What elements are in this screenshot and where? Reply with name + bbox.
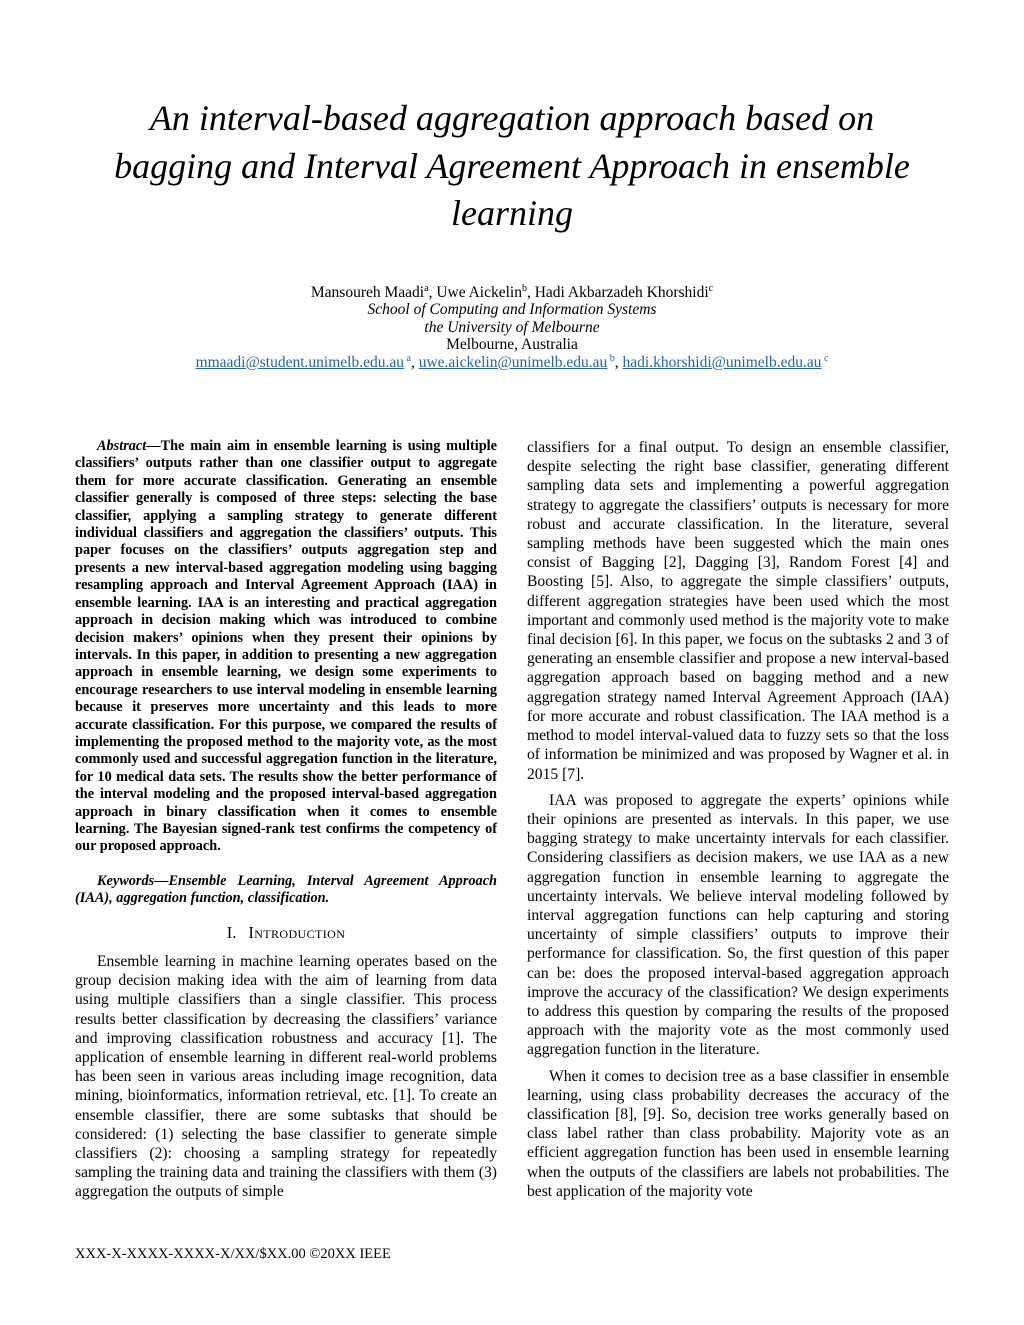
author-names-line: Mansoureh Maadi$^a$, Uwe Aickelin$^b$, Hadi Akbarzadeh Khorshidi$^c$ <box>310 282 714 301</box>
keywords-paragraph <box>75 873 497 908</box>
intro-paragraph-3: When it comes to decision tree as a base classifier in ensemble learning, using class probability decreases the accuracy of the classification [8], [9]. So, decision tree works generally based on class label rather than class probability. Majority vote as an efficient aggregation function has been used in ensemble learning when the outputs of the classifiers are labels not probabilities. The best application of the majority vote <box>527 1067 949 1200</box>
left-column <box>75 438 497 1202</box>
right-column <box>527 438 949 1202</box>
intro-paragraph-2: IAA was proposed to aggregate the experts’ opinions while their opinions are presented as intervals. In this paper, we use bagging strategy to make uncertainty intervals for each classifier. Considering classifiers as decision makers, we use IAA as a new aggregation function in ensemble learning to aggregate the uncertainty intervals. We believe interval modeling followed by interval aggregation functions can help capturing and storing uncertainty of simple classifiers’ outputs to improve their performance for classification. So, the first question of this paper can be: does the proposed interval-based aggregation approach improve the accuracy of the classification? We design experiments to address this question by comparing the results of the proposed approach with the majority vote as the most commonly used aggregation function in the literature. <box>527 791 949 1059</box>
email-link[interactable]: mmaadi@student.unimelb.edu.au <box>195 353 404 371</box>
email-link[interactable]: hadi.khorshidi@unimelb.edu.au <box>622 353 822 371</box>
email-affiliation-mark: a <box>403 352 411 364</box>
section-heading-introduction <box>75 923 497 943</box>
paper-title: An interval-based aggregation approach based on bagging and Interval Agreement Approach in ensemble learning <box>114 98 910 234</box>
intro-paragraph-1-continuation: classifiers for a final output. To design an ensemble classifier, despite selecting the right base classifier, generating different sampling data sets and implementing a powerful aggregation strategy to aggregate the classifiers’ outputs is necessary for more robust and accurate classification. In the literature, several sampling methods have been suggested which the main ones consist of Bagging [2], Dagging [3], Random Forest [4] and Boosting [5]. Also, to aggregate the simple classifiers’ outputs, different aggregation strategies have been used which the most important and commonly used method is the majority vote to make final decision [6]. In this paper, we focus on the subtasks 2 and 3 of generating an ensemble classifier and propose a new interval-based aggregation approach based on bagging method and a new aggregation strategy named Interval Agreement Approach (IAA) for more accurate and robust classification. The IAA method is a method to model interval-valued data to fuzzy sets so that the loss of information be minimized and was proposed by Wagner et al. in 2015 [7]. <box>527 439 949 783</box>
section-number: I. <box>226 922 237 942</box>
author-affiliation-mark: b <box>521 282 527 294</box>
affiliation-city: Melbourne, Australia <box>446 336 578 354</box>
authors-block <box>0 284 1024 372</box>
section-title: Introduction <box>248 922 346 942</box>
abstract-text: —The main aim in ensemble learning is using multiple classifiers’ outputs rather than one classifier output to aggregate them for more accurate classification. Generating an ensemble classifier generally is composed of three steps: selecting the base classifier, applying a sampling strategy to generate different individual classifiers and aggregation the classifiers’ outputs. This paper focuses on the classifiers’ outputs aggregation step and presents a new interval-based aggregation modeling using bagging resampling approach and Interval Agreement Approach (IAA) in ensemble learning. IAA is an interesting and practical aggregation approach in decision making which was introduced to combine decision makers’ opinions when they present their opinions by intervals. In this paper, in addition to presenting a new aggregation approach in ensemble learning, we design some experiments to encourage researchers to use interval modeling in ensemble learning because it preserves more uncertainty and this leads to more accurate classification. For this purpose, we compared the results of implementing the proposed method to the majority vote, as the most commonly used and successful aggregation function in the literature, for 10 medical data sets. The results show the better performance of the interval modeling and the proposed interval-based aggregation approach in binary classification when it comes to ensemble learning. The Bayesian signed-rank test confirms the competency of our proposed approach. <box>75 438 497 855</box>
author-name: Uwe Aickelin$^b$ <box>436 282 527 301</box>
two-column-body <box>75 438 949 1202</box>
abstract-paragraph <box>75 438 497 856</box>
keywords-text: —Ensemble Learning, Interval Agreement Approach (IAA), aggregation function, classification. <box>75 872 497 907</box>
author-affiliation-mark: a <box>424 282 429 294</box>
author-name: Mansoureh Maadi$^a$ <box>310 282 429 301</box>
intro-paragraph-1: Ensemble learning in machine learning operates based on the group decision making idea with the aim of learning from data using multiple classifiers than a single classifier. This process results better classification by decreasing the classifiers’ variance and improving classification robustness and accuracy [1]. The application of ensemble learning in different real-world problems has been seen in various areas including image recognition, data mining, bioinformatics, information retrieval, etc. [1]. To create an ensemble classifier, there are some subtasks that should be considered: (1) selecting the base classifier to generate simple classifiers (2): choosing a sampling strategy for repeatedly sampling the training data and training the classifiers with them (3) aggregation the outputs of simple <box>75 952 497 1201</box>
abstract-label: Abstract <box>97 438 147 455</box>
email-link[interactable]: uwe.aickelin@unimelb.edu.au <box>418 353 608 371</box>
email-affiliation-mark: b <box>607 352 615 364</box>
author-name: Hadi Akbarzadeh Khorshidi$^c$ <box>534 282 714 301</box>
author-emails-line: mmaadi@student.unimelb.edu.au $^a$, uwe.aickelin@unimelb.edu.au $^b$, hadi.khorshidi@unimelb.edu.au $^c$ <box>195 352 829 371</box>
copyright-footer: XXX-X-XXXX-XXXX-X/XX/$XX.00 ©20XX IEEE <box>75 1246 391 1262</box>
email-affiliation-mark: c <box>821 352 829 364</box>
author-affiliation-mark: c <box>708 282 714 294</box>
affiliation-university: the University of Melbourne <box>424 318 600 336</box>
keywords-label: Keywords <box>97 872 155 889</box>
affiliation-school: School of Computing and Information Systems <box>367 301 657 319</box>
